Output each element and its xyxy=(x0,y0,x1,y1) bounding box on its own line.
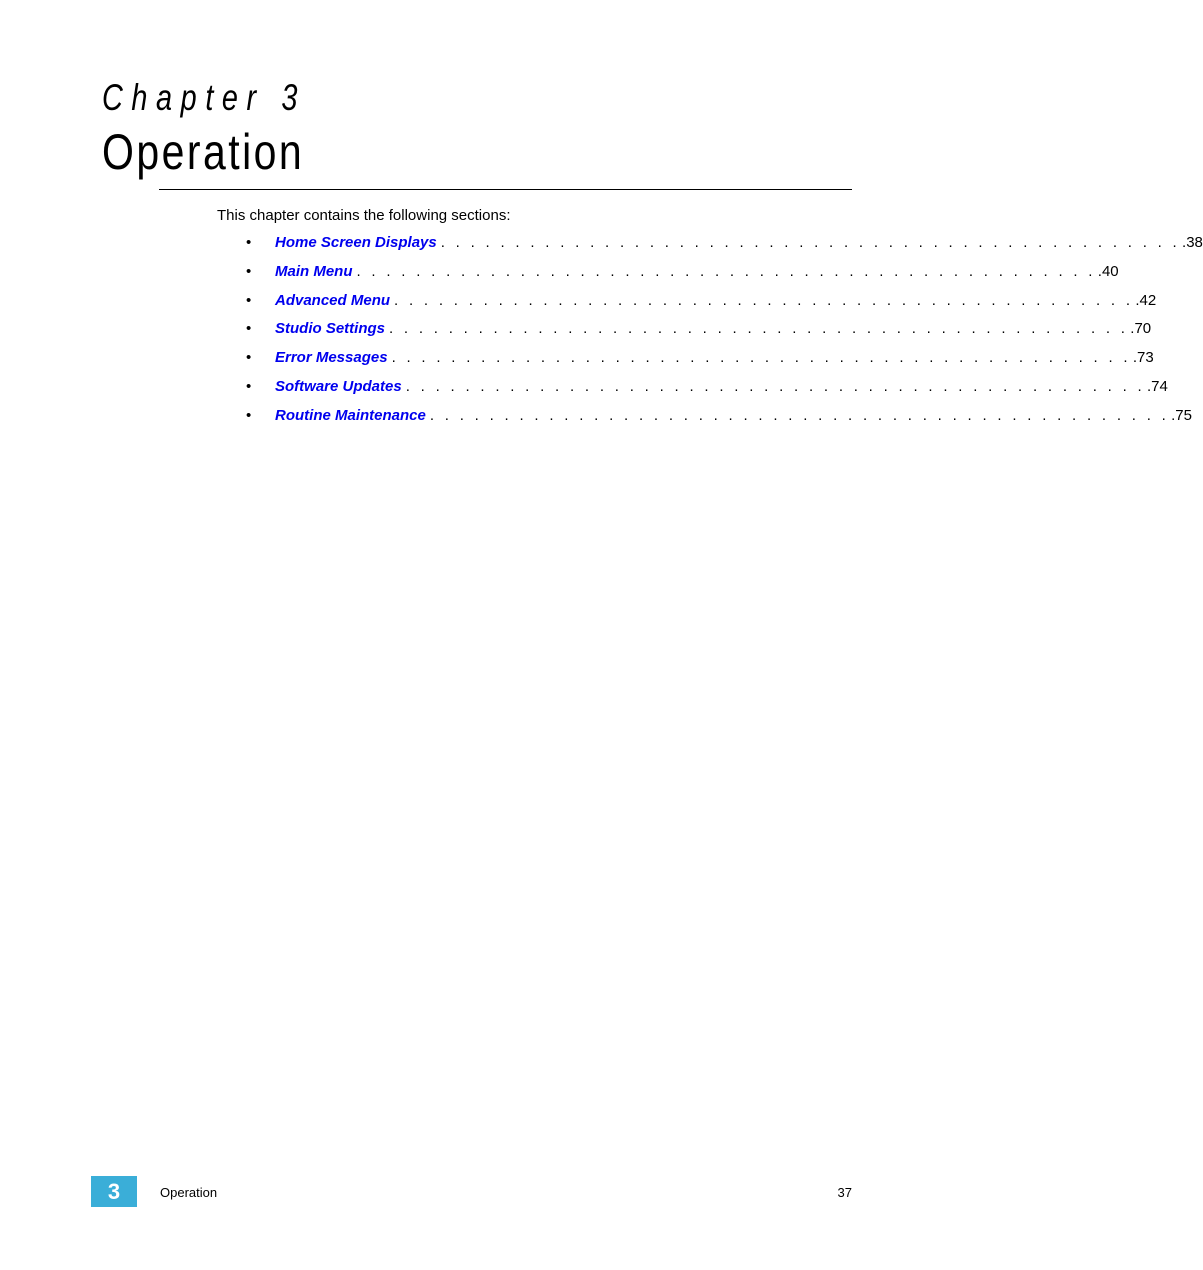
dot-leader: . . . . . . . . . . . . . . . . . . . . . . . . . . . . . . . . . . . . . . . . . . . . . . . . . . xyxy=(356,262,1096,280)
toc-item xyxy=(243,377,1168,406)
dot-leader: . . . . . . . . . . . . . . . . . . . . . . . . . . . . . . . . . . . . . . . . . . . . . . . . . . xyxy=(405,377,1145,395)
bullet: • xyxy=(246,349,252,367)
toc-link-routine-maintenance[interactable]: Routine Maintenance xyxy=(275,406,426,424)
page-number: .38 xyxy=(1182,234,1203,251)
toc-item xyxy=(243,319,1152,348)
bullet: • xyxy=(246,234,252,251)
footer-page-number: 37 xyxy=(837,1185,852,1200)
dot-leader: . . . . . . . . . . . . . . . . . . . . . . . . . . . . . . . . . . . . . . . . . . . . . . . . . . xyxy=(391,349,1131,367)
bullet: • xyxy=(246,377,252,395)
page-number: .75 xyxy=(1171,406,1192,424)
page-number: .40 xyxy=(1097,262,1119,280)
toc-item xyxy=(243,233,1203,262)
toc-link-error-messages[interactable]: Error Messages xyxy=(275,349,388,367)
dot-leader: . . . . . . . . . . . . . . . . . . . . . . . . . . . . . . . . . . . . . . . . . . . . . . . . . . xyxy=(389,320,1129,338)
toc-link-advanced-menu[interactable]: Advanced Menu xyxy=(275,291,391,309)
bullet: • xyxy=(246,262,252,280)
page-number: .74 xyxy=(1146,377,1168,395)
page-number: .70 xyxy=(1130,320,1152,338)
dot-leader: . . . . . . . . . . . . . . . . . . . . . . . . . . . . . . . . . . . . . . . . . . . . . . . . . . xyxy=(440,234,1181,251)
toc-item xyxy=(243,348,1154,377)
page-number: .42 xyxy=(1135,291,1157,309)
bullet: • xyxy=(246,291,252,309)
toc-item xyxy=(243,291,1157,320)
toc-link-main-menu[interactable]: Main Menu xyxy=(275,262,353,280)
toc-link-home-screen-displays[interactable]: Home Screen Displays xyxy=(275,234,437,251)
title-rule xyxy=(159,189,852,190)
dot-leader: . . . . . . . . . . . . . . . . . . . . . . . . . . . . . . . . . . . . . . . . . . . . . . . . . . xyxy=(394,291,1134,309)
chapter-tab: 3 xyxy=(91,1176,137,1207)
dot-leader: . . . . . . . . . . . . . . . . . . . . . . . . . . . . . . . . . . . . . . . . . . . . . . . . . . xyxy=(429,406,1170,424)
bullet: • xyxy=(246,320,252,338)
section-list xyxy=(243,233,1203,435)
page-number: .73 xyxy=(1132,349,1154,367)
chapter-label: Chapter 3 xyxy=(102,77,306,118)
toc-link-studio-settings[interactable]: Studio Settings xyxy=(275,320,385,338)
toc-link-software-updates[interactable]: Software Updates xyxy=(275,377,402,395)
toc-item xyxy=(243,262,1119,291)
toc-item xyxy=(243,406,1192,435)
bullet: • xyxy=(246,406,252,424)
footer-section-title: Operation xyxy=(160,1185,218,1200)
chapter-title: Operation xyxy=(102,124,305,180)
intro-text: This chapter contains the following sections: xyxy=(217,207,511,224)
